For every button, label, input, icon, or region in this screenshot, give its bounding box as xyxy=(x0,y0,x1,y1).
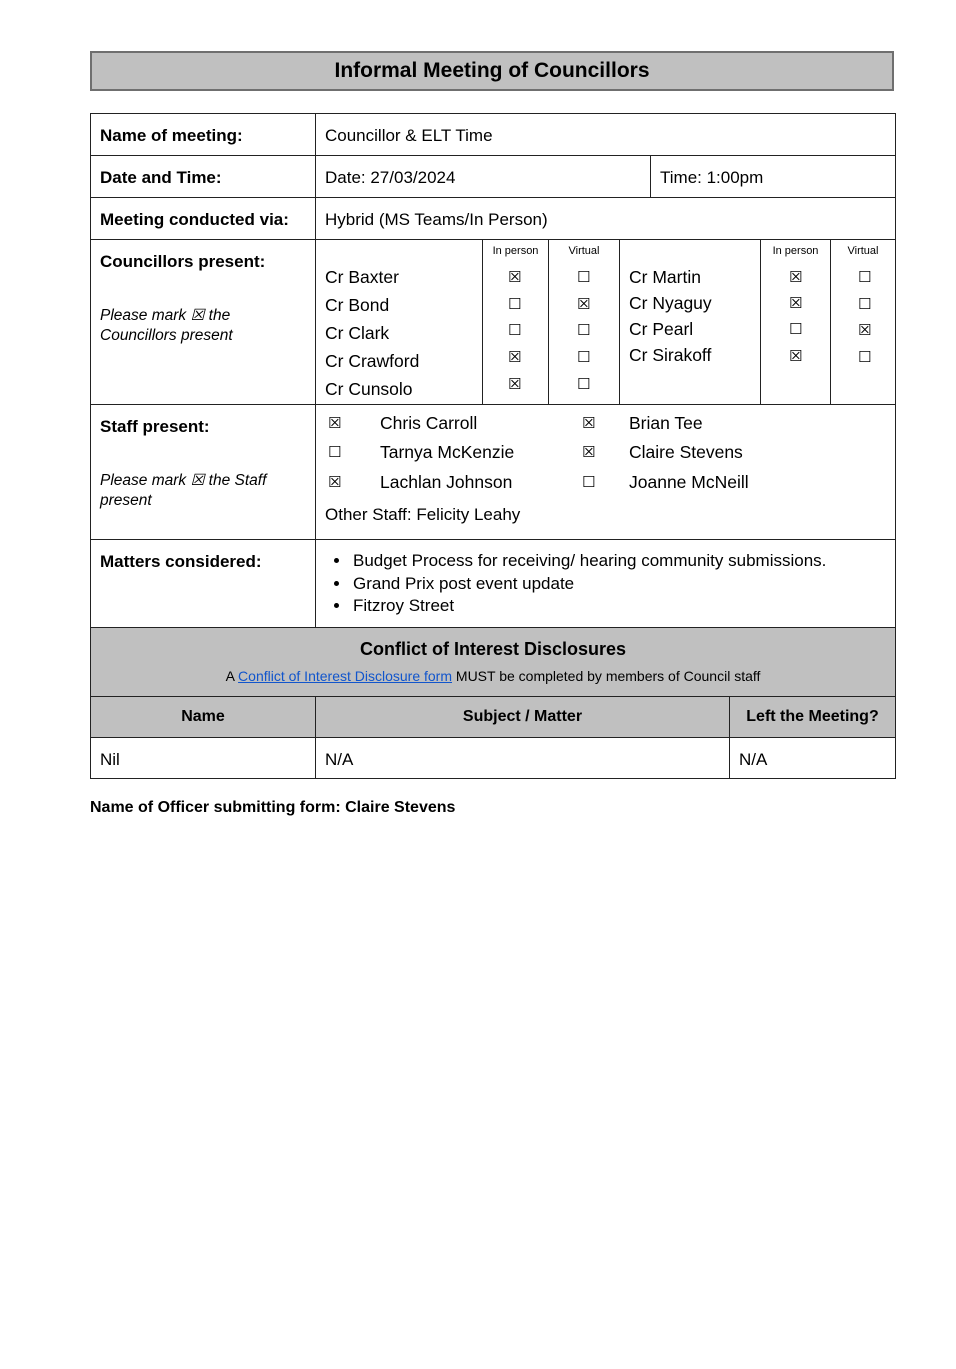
other-staff-text: Other Staff: Felicity Leahy xyxy=(325,505,521,524)
matter-item: • Fitzroy Street xyxy=(351,595,895,618)
matters-label: Matters considered: xyxy=(90,539,316,628)
councillor-name: Cr Pearl xyxy=(629,319,694,339)
coi-form-link[interactable]: Conflict of Interest Disclosure form xyxy=(238,668,453,684)
coi-col-left-header: Left the Meeting? xyxy=(729,696,896,738)
councillor-name: Cr Cunsolo xyxy=(325,379,413,399)
in-person-checkbox[interactable]: ☐ xyxy=(508,321,522,339)
in-person-checkbox[interactable]: ☒ xyxy=(789,347,803,365)
councillors-label-cell xyxy=(90,239,316,405)
staff-checkbox[interactable]: ☒ xyxy=(582,414,596,432)
councillors-present-label: Councillors present: xyxy=(100,252,266,271)
staff-checkbox[interactable]: ☒ xyxy=(582,443,596,461)
in-person-checkbox[interactable]: ☒ xyxy=(789,268,803,286)
name-of-meeting-value: Councillor & ELT Time xyxy=(315,113,896,156)
councillor-name: Cr Baxter xyxy=(325,267,399,287)
name-of-meeting-label: Name of meeting: xyxy=(90,113,316,156)
staff-present-label: Staff present: xyxy=(100,417,210,436)
coi-header-cell xyxy=(90,627,896,697)
virtual-checkbox[interactable]: ☐ xyxy=(858,348,872,366)
staff-instruction: Please mark ☒ the Staff present xyxy=(100,472,267,509)
staff-checkbox[interactable]: ☒ xyxy=(328,414,342,432)
councillors-left-names xyxy=(315,239,483,405)
coi-row-name: Nil xyxy=(90,737,316,779)
date-value: Date: 27/03/2024 xyxy=(315,155,651,198)
staff-name: Lachlan Johnson xyxy=(380,472,513,492)
councillors-right-virtual-col xyxy=(830,239,896,405)
matter-item: • Budget Process for receiving/ hearing community submissions. xyxy=(351,550,895,573)
coi-row-left: N/A xyxy=(729,737,896,779)
councillors-right-in-person-col xyxy=(760,239,831,405)
staff-name: Chris Carroll xyxy=(380,413,478,433)
conducted-via-label: Meeting conducted via: xyxy=(90,197,316,240)
staff-name: Joanne McNeill xyxy=(629,472,749,492)
staff-name: Brian Tee xyxy=(629,413,703,433)
in-person-checkbox[interactable]: ☒ xyxy=(508,268,522,286)
councillor-name: Cr Crawford xyxy=(325,351,420,371)
councillor-name: Cr Nyaguy xyxy=(629,293,712,313)
councillor-name: Cr Martin xyxy=(629,267,701,287)
councillor-name: Cr Sirakoff xyxy=(629,345,712,365)
time-value: Time: 1:00pm xyxy=(650,155,896,198)
matter-item: • Grand Prix post event update xyxy=(351,573,895,596)
councillors-instruction: Please mark ☒ the Councillors present xyxy=(100,307,233,344)
coi-col-subject-header: Subject / Matter xyxy=(315,696,730,738)
councillor-name: Cr Clark xyxy=(325,323,390,343)
virtual-checkbox[interactable]: ☐ xyxy=(577,268,591,286)
staff-checkbox[interactable]: ☐ xyxy=(582,473,596,491)
councillors-right-names xyxy=(619,239,761,405)
staff-checkbox[interactable]: ☐ xyxy=(328,443,342,461)
date-time-label: Date and Time: xyxy=(90,155,316,198)
coi-note xyxy=(91,668,895,684)
in-person-checkbox[interactable]: ☒ xyxy=(508,348,522,366)
virtual-checkbox[interactable]: ☐ xyxy=(858,268,872,286)
councillors-left-in-person-col xyxy=(482,239,549,405)
submitting-officer: Name of Officer submitting form: Claire Stevens xyxy=(90,799,456,816)
virtual-checkbox[interactable]: ☐ xyxy=(577,348,591,366)
coi-note-prefix: A xyxy=(225,668,239,684)
conducted-via-value: Hybrid (MS Teams/In Person) xyxy=(315,197,896,240)
document-title: Informal Meeting of Councillors xyxy=(90,51,894,91)
virtual-header: Virtual xyxy=(847,245,879,257)
coi-title: Conflict of Interest Disclosures xyxy=(359,639,627,659)
virtual-header: Virtual xyxy=(568,245,600,257)
in-person-checkbox[interactable]: ☐ xyxy=(789,320,803,338)
matters-list xyxy=(316,550,895,618)
staff-label-cell xyxy=(90,404,316,540)
in-person-checkbox[interactable]: ☒ xyxy=(508,375,522,393)
in-person-header: In person xyxy=(772,245,819,257)
staff-checkbox[interactable]: ☒ xyxy=(328,473,342,491)
virtual-checkbox[interactable]: ☐ xyxy=(577,321,591,339)
coi-row-subject: N/A xyxy=(315,737,730,779)
councillors-left-virtual-col xyxy=(548,239,620,405)
staff-list-cell xyxy=(315,404,896,540)
coi-col-name-header: Name xyxy=(90,696,316,738)
councillor-name: Cr Bond xyxy=(325,295,390,315)
in-person-checkbox[interactable]: ☒ xyxy=(789,294,803,312)
matters-list-cell xyxy=(315,539,896,628)
virtual-checkbox[interactable]: ☒ xyxy=(858,321,872,339)
in-person-header: In person xyxy=(492,245,539,257)
staff-name: Claire Stevens xyxy=(629,442,743,462)
staff-name: Tarnya McKenzie xyxy=(380,442,515,462)
coi-note-suffix: MUST be completed by members of Council staff xyxy=(452,668,761,684)
in-person-checkbox[interactable]: ☐ xyxy=(508,295,522,313)
virtual-checkbox[interactable]: ☒ xyxy=(577,295,591,313)
virtual-checkbox[interactable]: ☐ xyxy=(858,295,872,313)
virtual-checkbox[interactable]: ☐ xyxy=(577,375,591,393)
